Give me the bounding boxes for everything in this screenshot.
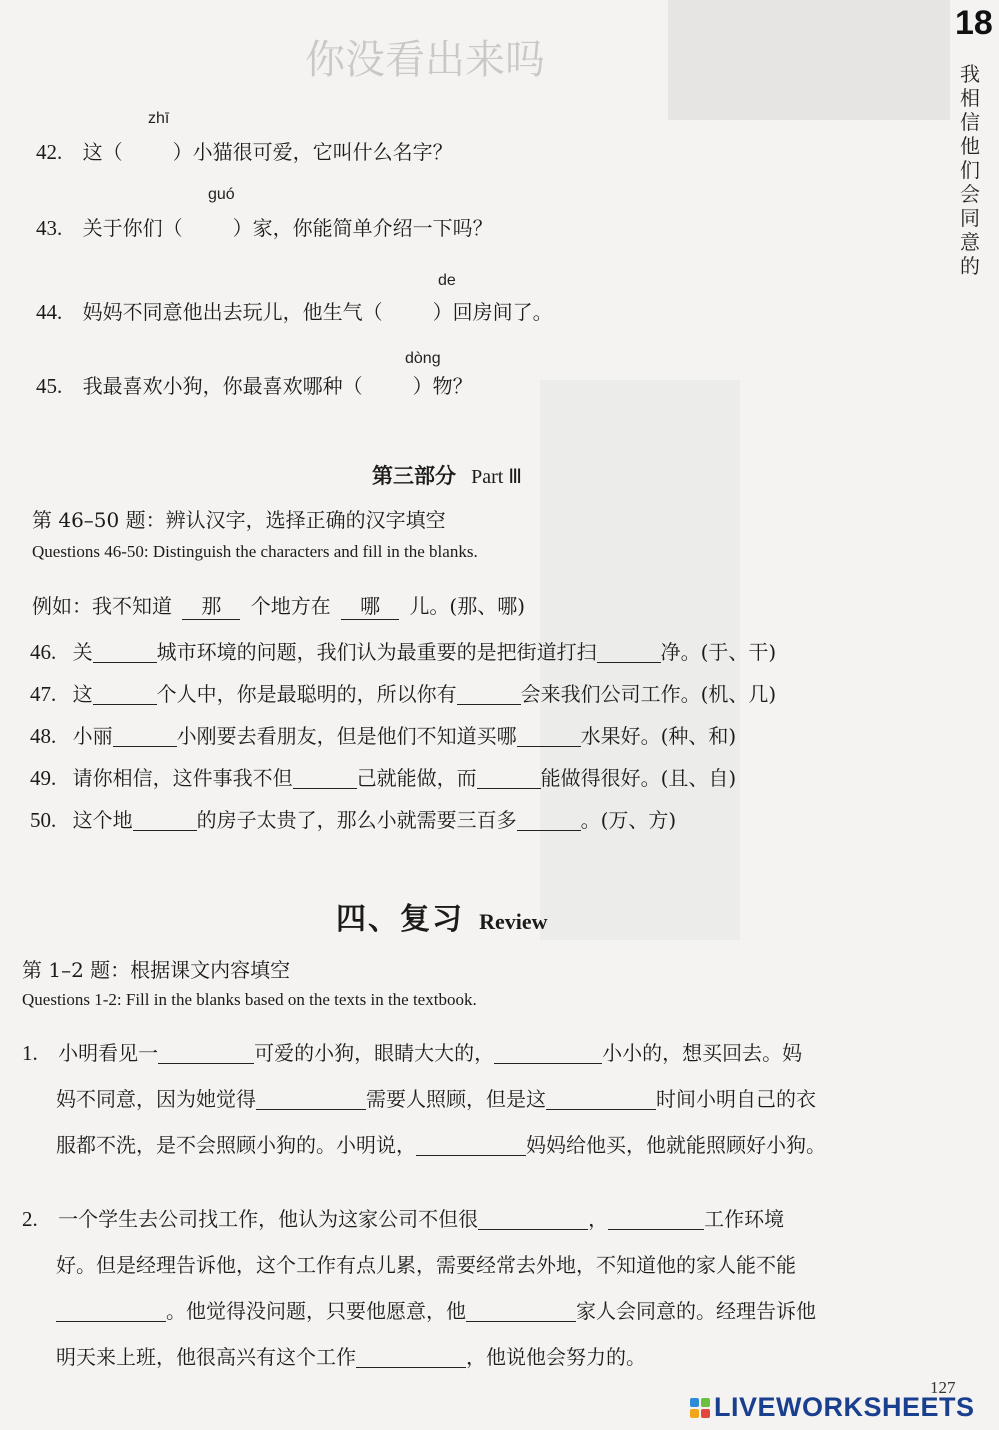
question-text-before: 关于你们（: [82, 216, 183, 240]
passage-text: 小小的，想买回去。妈: [602, 1041, 803, 1065]
blank-input[interactable]: [93, 682, 157, 705]
blank-input[interactable]: [477, 766, 541, 789]
example-prefix: 例如：我不知道: [32, 594, 172, 618]
blank-input[interactable]: [93, 640, 157, 663]
passage-text: 好。但是经理告诉他，这个工作有点儿累，需要经常去外地，不知道他的家人能不能: [56, 1253, 796, 1277]
blank-input[interactable]: [416, 1133, 526, 1156]
question-number: 42.: [36, 140, 63, 164]
part3-item-47: [30, 678, 776, 707]
question-text: 的房子太贵了，那么小就需要三百多: [196, 808, 517, 832]
part3-instruction-en: Questions 46-50: Distinguish the characters and fill in the blanks.: [32, 542, 478, 561]
passage-text: 需要人照顾，但是这: [366, 1087, 546, 1111]
question-text: 这: [72, 682, 93, 706]
question-number: 49.: [30, 766, 57, 790]
part3-instruction-cn: 第 46–50 题：辨认汉字，选择正确的汉字填空: [32, 508, 446, 532]
blank-input[interactable]: [293, 766, 357, 789]
review-passage-2: [22, 1196, 816, 1380]
question-number: 50.: [30, 808, 57, 832]
lesson-title: 我相信他们会同意的: [960, 62, 980, 278]
blank-input[interactable]: [256, 1087, 366, 1110]
question-text: 关: [72, 640, 93, 664]
question-number: 47.: [30, 682, 57, 706]
question-text-after: ）物？: [412, 374, 473, 398]
bleed-through-text: 你没看出来吗: [305, 37, 545, 83]
blank-input[interactable]: [457, 682, 521, 705]
question-number: 43.: [36, 216, 63, 240]
page-number: 127: [930, 1378, 956, 1397]
liveworksheets-logo-icon: [690, 1398, 710, 1418]
passage-text: 时间小明自己的衣: [656, 1087, 816, 1111]
passage-text: 可爱的小狗，眼睛大大的，: [254, 1041, 495, 1065]
bleed-through-shade: [668, 0, 950, 120]
passage-text: 一个学生去公司找工作，他认为这家公司不但很: [58, 1207, 479, 1231]
question-text-before: 妈妈不同意他出去玩儿，他生气（: [82, 300, 383, 324]
question-number: 44.: [36, 300, 63, 324]
lesson-number: 18: [955, 4, 993, 42]
passage-number: 1.: [22, 1041, 38, 1065]
question-text-after: ）小猫很可爱，它叫什么名字？: [172, 140, 453, 164]
part3-example: [32, 590, 525, 620]
question-text: 己就能做，而: [356, 766, 477, 790]
part3-item-49: [30, 762, 736, 791]
part3-heading-en: Part Ⅲ: [471, 466, 523, 488]
question-text-before: 我最喜欢小狗，你最喜欢哪种（: [82, 374, 363, 398]
pinyin-hint: guó: [208, 186, 235, 203]
part3-item-46: [30, 636, 776, 665]
question-text: 个人中，你是最聪明的，所以你有: [156, 682, 457, 706]
question-text: 小刚要去看朋友，但是他们不知道买哪: [176, 724, 517, 748]
question-text: 净。(于、干): [660, 640, 777, 664]
example-answer: 那: [182, 590, 240, 620]
review-heading-en: Review: [479, 909, 548, 934]
question-text: 。(万、方): [580, 808, 677, 832]
example-middle: 个地方在: [250, 594, 331, 618]
question-text: 请你相信，这件事我不但: [72, 766, 293, 790]
question-text: 水果好。(种、和): [580, 724, 737, 748]
blank-input[interactable]: [478, 1207, 588, 1230]
part3-item-48: [30, 720, 736, 749]
question-text-after: ）家，你能简单介绍一下吗？: [232, 216, 493, 240]
passage-text: 。他觉得没问题，只要他愿意，他: [166, 1299, 466, 1323]
passage-text: 小明看见一: [58, 1041, 159, 1065]
part3-heading-cn: 第三部分: [372, 463, 456, 488]
passage-text: 工作环境: [704, 1207, 785, 1231]
liveworksheets-logo[interactable]: [690, 1392, 975, 1423]
passage-text: 明天来上班，他很高兴有这个工作: [56, 1345, 356, 1369]
review-heading: [336, 894, 548, 938]
blank-input[interactable]: [113, 724, 177, 747]
blank-input[interactable]: [517, 808, 581, 831]
passage-number: 2.: [22, 1207, 38, 1231]
question-text: 城市环境的问题，我们认为最重要的是把街道打扫: [156, 640, 597, 664]
question-text: 小丽: [72, 724, 113, 748]
question-number: 46.: [30, 640, 57, 664]
pinyin-hint: dòng: [405, 350, 441, 367]
part3-item-50: [30, 804, 676, 833]
review-instruction-en: Questions 1-2: Fill in the blanks based on the texts in the textbook.: [22, 990, 477, 1009]
blank-input[interactable]: [546, 1087, 656, 1110]
blank-input[interactable]: [597, 640, 661, 663]
blank-input[interactable]: [608, 1207, 704, 1230]
question-text-before: 这（: [82, 140, 123, 164]
question-text: 这个地: [72, 808, 133, 832]
example-suffix: 儿。(那、哪): [409, 594, 526, 618]
example-answer: 哪: [341, 590, 399, 620]
part3-heading: [372, 460, 522, 490]
passage-text: 家人会同意的。经理告诉他: [576, 1299, 816, 1323]
blank-input[interactable]: [56, 1299, 166, 1322]
passage-text: 妈不同意，因为她觉得: [56, 1087, 256, 1111]
blank-input[interactable]: [356, 1345, 466, 1368]
pinyin-hint: zhī: [148, 110, 170, 127]
blank-input[interactable]: [158, 1041, 254, 1064]
passage-text: ，他说他会努力的。: [466, 1345, 646, 1369]
blank-input[interactable]: [133, 808, 197, 831]
pinyin-hint: de: [438, 272, 456, 289]
review-passage-1: [22, 1030, 826, 1168]
passage-text: 服都不洗，是不会照顾小狗的。小明说，: [56, 1133, 416, 1157]
question-number: 48.: [30, 724, 57, 748]
blank-input[interactable]: [494, 1041, 602, 1064]
question-number: 45.: [36, 374, 63, 398]
blank-input[interactable]: [466, 1299, 576, 1322]
review-heading-cn: 四、复习: [336, 902, 464, 937]
question-text-after: ）回房间了。: [432, 300, 553, 324]
question-text: 能做得很好。(且、自): [540, 766, 737, 790]
review-instruction-cn: 第 1–2 题：根据课文内容填空: [22, 958, 291, 982]
question-text: 会来我们公司工作。(机、几): [520, 682, 777, 706]
blank-input[interactable]: [517, 724, 581, 747]
passage-text: ，: [588, 1207, 609, 1231]
brand-name: LIVEWORKSHEETS: [714, 1392, 975, 1422]
passage-text: 妈妈给他买，他就能照顾好小狗。: [526, 1133, 826, 1157]
